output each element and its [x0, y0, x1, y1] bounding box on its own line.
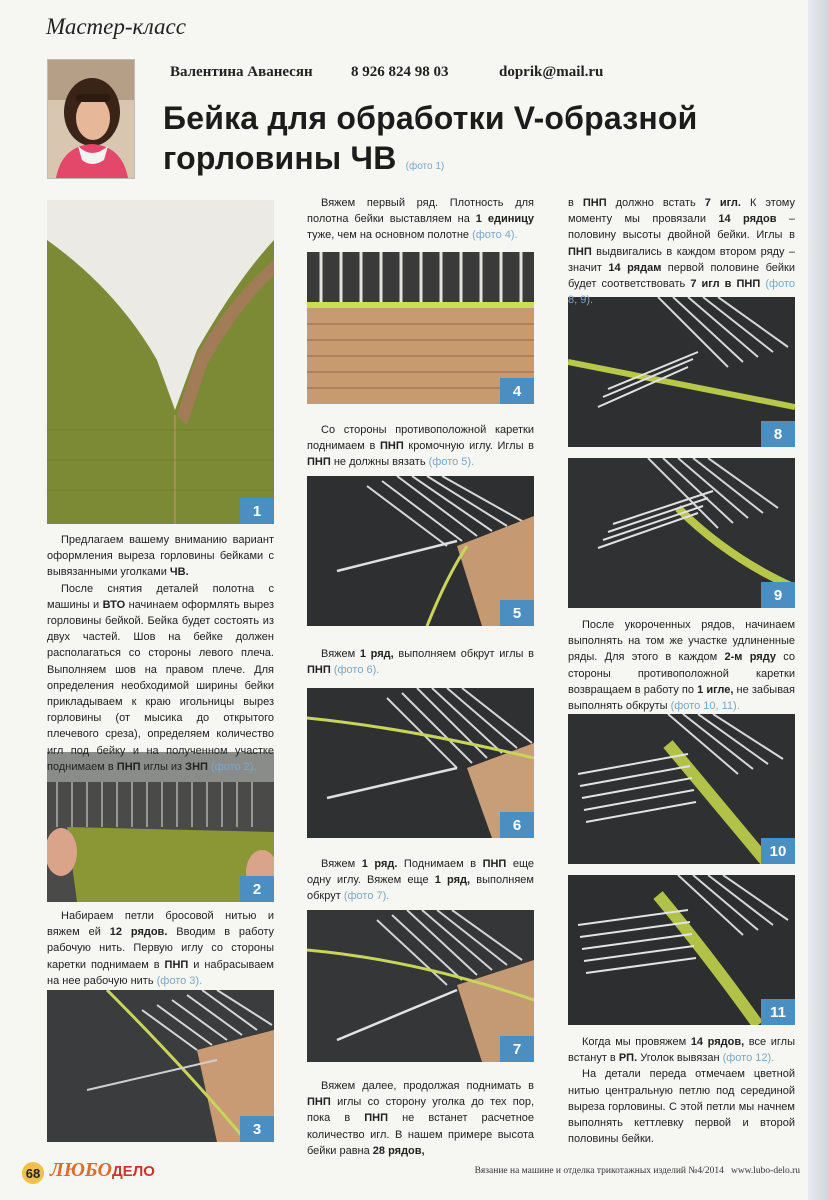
paragraph: Когда мы провяжем 14 рядов, все иглы встанут в РП. Уголок вывязан (фото 12).: [568, 1036, 795, 1065]
photo-number: 9: [761, 582, 795, 608]
photo-4: [307, 252, 534, 404]
photo-6: [307, 688, 534, 838]
author-info: [170, 64, 770, 84]
photo-number: 1: [240, 498, 274, 524]
photo-11: [568, 875, 795, 1025]
website-link[interactable]: www.lubo-delo.ru: [730, 1166, 800, 1176]
photo-5: [307, 476, 534, 626]
photo-number: 3: [240, 1116, 274, 1142]
paragraph: Вяжем 1 ряд. Поднимаем в ПНП еще одну иглу. Вяжем еще 1 ряд, выполняем обкрут (фото 7).: [307, 858, 535, 903]
photo-number: 4: [500, 378, 534, 404]
photo-7: [307, 910, 534, 1062]
author-name: Валентина Аванесян: [170, 64, 313, 80]
photo-10: [568, 714, 795, 864]
journal-title: Вязание на машине и отделка трикотажных изделий №4/2014: [474, 1166, 724, 1176]
photo-number: 6: [500, 812, 534, 838]
paragraph: Вяжем далее, продолжая поднимать в ПНП иглы со сторону уголка до тех пор, пока в ПНП не встанет расчетное количество игл. В нашем примере высота бейки равна 28 рядов,: [307, 1080, 535, 1157]
magazine-logo: ЛЮБОДЕЛО: [50, 1159, 155, 1181]
title-photo-ref: (фото 1): [405, 161, 445, 172]
author-photo: [47, 59, 135, 179]
col3-text-block-1: [568, 195, 795, 308]
photo-number: 10: [761, 838, 795, 864]
photo-3: [47, 990, 274, 1142]
col3-text-block-3: [568, 1034, 795, 1147]
col2-text-block-1: [307, 195, 534, 244]
section-label: Мастер-класс: [46, 14, 186, 39]
paragraph: Со стороны противоположной каретки поднимаем в ПНП кромочную иглу. Иглы в ПНП не должны вязать (фото 5).: [307, 424, 534, 469]
photo-number: 7: [500, 1036, 534, 1062]
author-email[interactable]: doprik@mail.ru: [499, 64, 604, 80]
article-title: [163, 98, 803, 187]
col1-text-block-1: [47, 532, 274, 775]
col2-text-block-5: [307, 1078, 534, 1159]
photo-number: 5: [500, 600, 534, 626]
col2-text-block-2: [307, 422, 534, 471]
paragraph: Набираем петли бросовой нитью и вяжем ей 12 рядов. Вводим в работу рабочую нить. Первую иглу со стороны каретки поднимаем в ПНП и набрасываем на нее рабочую нить (фото 3).: [47, 910, 275, 987]
paragraph: Вяжем 1 ряд, выполняем обкрут иглы в ПНП (фото 6).: [307, 648, 534, 677]
paragraph: На детали переда отмечаем цветной нитью центральную петлю под серединой выреза горловины. С этой петли мы начнем выполнять кеттлевку первой и второй половины бейки.: [568, 1068, 795, 1146]
photo-8: [568, 297, 795, 447]
col1-text-block-2: [47, 908, 274, 989]
paragraph: После снятия деталей полотна с машины и ВТО начинаем оформлять вырез горловины бейкой. Бейка будет состоять из двух частей. Шов на бейке должен располагаться со стороны левого плеча. Выполняем шов на правом плече. Для определения необходимой ширины бейки прикладываем к краю игольницы вырез горловины (от мысика до открытого плечевого среза), определяем количество игл под бейку и на полученном участке поднимаем в ПНП иглы из ЗНП (фото 2).: [47, 582, 275, 773]
col2-text-block-4: [307, 856, 534, 905]
photo-1: [47, 200, 274, 524]
photo-number: 11: [761, 999, 795, 1025]
page-number: 68: [22, 1162, 44, 1184]
paragraph: Вяжем первый ряд. Плотность для полотна бейки выставляем на 1 единицу туже, чем на основном полотне (фото 4).: [307, 197, 534, 242]
page-edge: [808, 0, 829, 1200]
col2-text-block-3: [307, 646, 534, 678]
paragraph: После укороченных рядов, начинаем выполнять на том же участке удлиненные ряды. Для этого в каждом 2-м ряду со стороны противоположной каретки возвращаем в работу по 1 игле, не забывая выполнять обкруты (фото 10, 11).: [568, 619, 796, 713]
title-line-2: горловины ЧВ: [163, 140, 397, 176]
paragraph: Предлагаем вашему вниманию вариант оформления выреза горловины бейками с вывязанными уголками ЧВ.: [47, 534, 274, 579]
photo-9: [568, 458, 795, 608]
author-phone: 8 926 824 98 03: [351, 64, 449, 80]
footer-info: [430, 1166, 800, 1176]
paragraph: в ПНП должно встать 7 игл. К этому моменту мы провязали 14 рядов – половину высоты двойной бейки. Иглы в ПНП выдвигались в каждом втором ряду – значит 14 рядам первой половине бейки будет соответствовать 7 игл в ПНП (фото 8, 9).: [568, 197, 796, 307]
col3-text-block-2: [568, 617, 795, 714]
photo-number: 2: [240, 876, 274, 902]
photo-number: 8: [761, 421, 795, 447]
title-line-1: Бейка для обработки V-образной: [163, 100, 698, 136]
